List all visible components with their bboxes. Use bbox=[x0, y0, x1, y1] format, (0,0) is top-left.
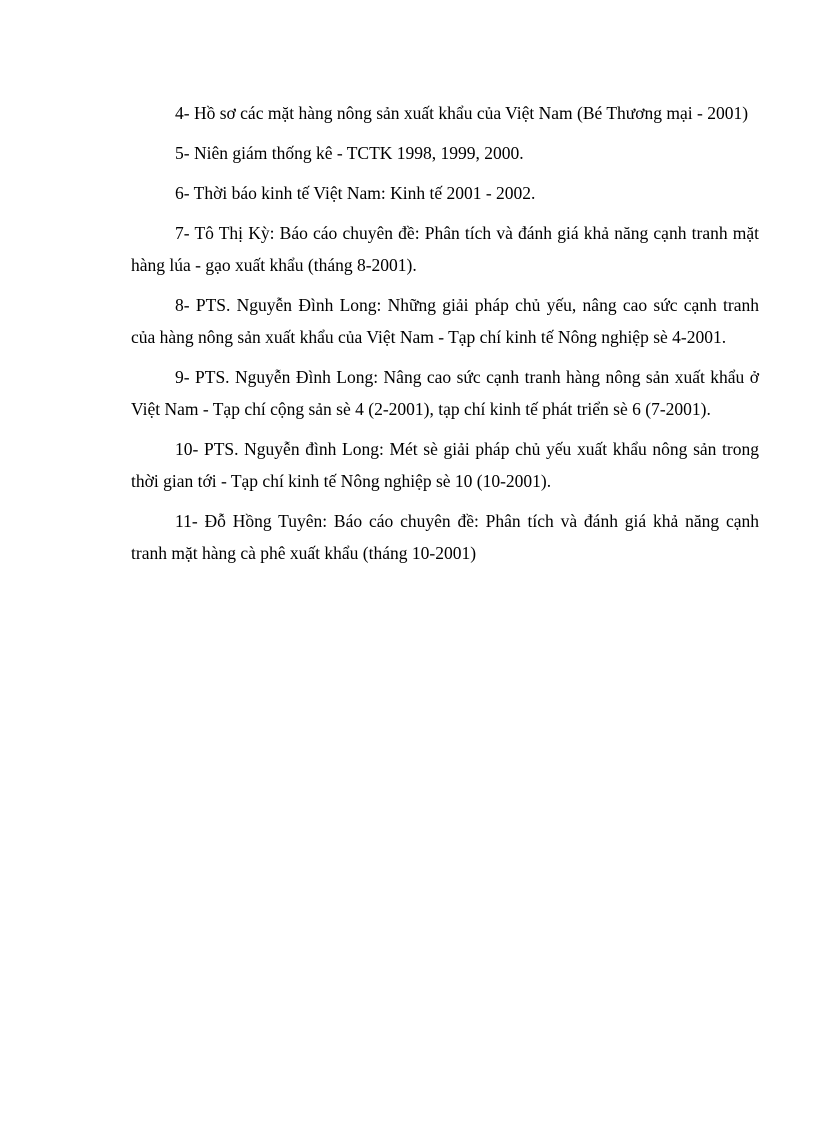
reference-item-7: 7- Tô Thị Kỳ: Báo cáo chuyên đề: Phân tích và đánh giá khả năng cạnh tranh mặt hàng lúa - gạo xuất khẩu (tháng 8-2001). bbox=[131, 223, 759, 275]
reference-item-10: 10- PTS. Nguyễn đình Long: Mét sè giải pháp chủ yếu xuất khẩu nông sản trong thời gian tới - Tạp chí kinh tế Nông nghiệp sè 10 (10-2001). bbox=[131, 439, 759, 491]
reference-item-8: 8- PTS. Nguyễn Đình Long: Những giải pháp chủ yếu, nâng cao sức cạnh tranh của hàng nông sản xuất khẩu của Việt Nam - Tạp chí kinh tế Nông nghiệp sè 4-2001. bbox=[131, 295, 759, 347]
reference-item-11: 11- Đỗ Hồng Tuyên: Báo cáo chuyên đề: Phân tích và đánh giá khả năng cạnh tranh mặt hàng cà phê xuất khẩu (tháng 10-2001) bbox=[131, 511, 759, 563]
reference-item-9: 9- PTS. Nguyễn Đình Long: Nâng cao sức cạnh tranh hàng nông sản xuất khẩu ở Việt Nam - Tạp chí cộng sản sè 4 (2-2001), tạp chí kinh tế phát triển sè 6 (7-2001). bbox=[131, 367, 759, 419]
reference-item-4: 4- Hồ sơ các mặt hàng nông sản xuất khẩu của Việt Nam (Bé Thương mại - 2001) bbox=[175, 103, 749, 123]
reference-item-6: 6- Thời báo kinh tế Việt Nam: Kinh tế 2001 - 2002. bbox=[175, 183, 536, 203]
reference-list bbox=[131, 97, 759, 577]
reference-item-5: 5- Niên giám thống kê - TCTK 1998, 1999, 2000. bbox=[175, 143, 524, 163]
